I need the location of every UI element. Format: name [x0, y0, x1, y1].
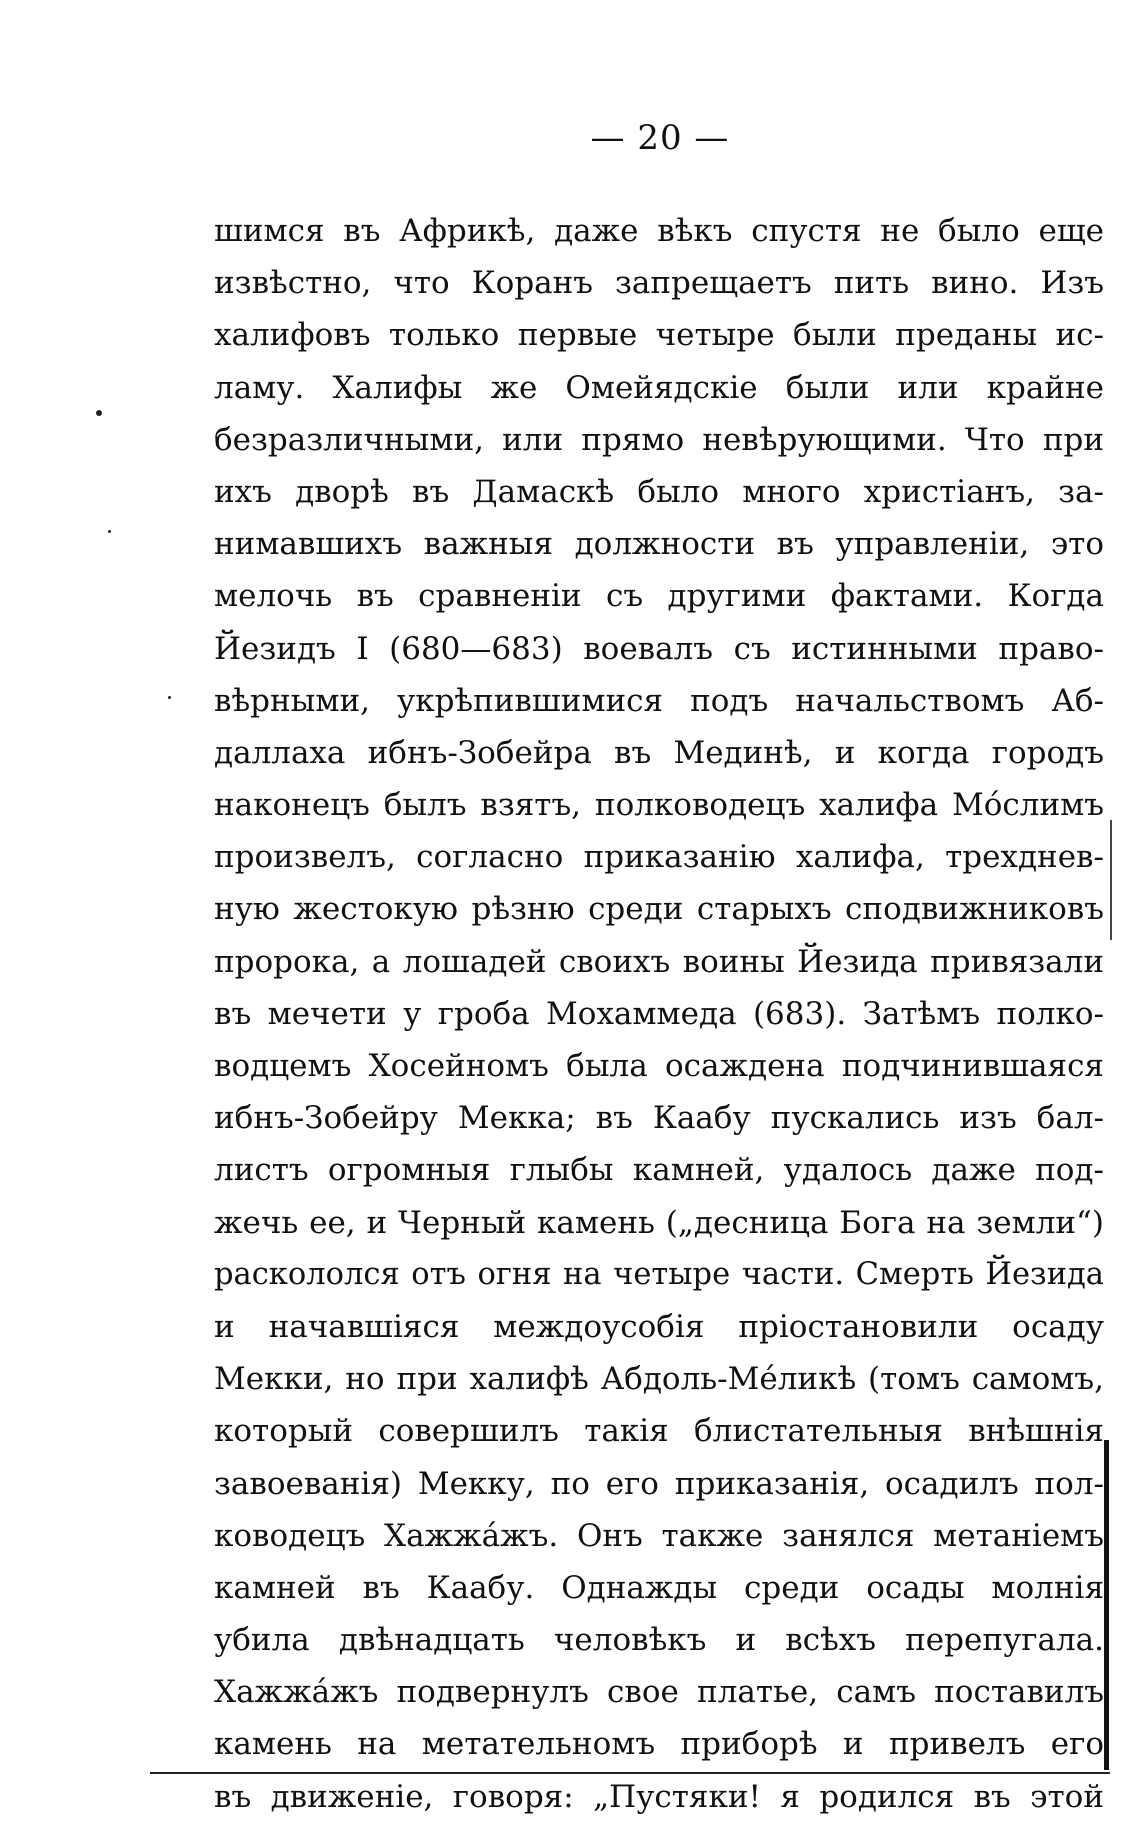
text-line: даллаха ибнъ-Зобейра въ Мединѣ, и когда городъ: [214, 734, 1104, 771]
text-line: мелочь въ сравненіи съ другими фактами. Когда: [214, 578, 1104, 615]
text-line: безразличными, или прямо невѣрующими. Что при: [214, 421, 1104, 458]
text-line: наконецъ былъ взятъ, полководецъ халифа Мóслимъ: [214, 787, 1104, 824]
text-line: Мекки, но при халифѣ Абдоль-Мéликѣ (томъ самомъ,: [214, 1361, 1104, 1398]
text-line: Хажжáжъ подвернулъ свое платье, самъ поставилъ: [214, 1674, 1104, 1711]
page-edge-shadow: [1110, 820, 1112, 940]
text-line: нимавшихъ важныя должности въ управленіи, это: [214, 526, 1104, 563]
scan-speck: [96, 410, 102, 416]
text-line: въ мечети у гроба Мохаммеда (683). Затѣмъ полко-: [214, 995, 1104, 1032]
text-line: извѣстно, что Коранъ запрещаетъ пить вино. Изъ: [214, 265, 1104, 302]
text-line: камней въ Каабу. Однажды среди осады молнія: [214, 1569, 1104, 1606]
text-line: ководецъ Хажжáжъ. Онъ также занялся метаніемъ: [214, 1517, 1104, 1554]
text-line: камень на метательномъ приборѣ и привелъ его: [214, 1726, 1104, 1763]
text-line: ламу. Халифы же Омейядскіе были или крайне: [214, 369, 1104, 406]
page-edge-shadow: [1104, 1440, 1109, 1770]
text-line: листъ огромныя глыбы камней, удалось даже под-: [214, 1152, 1104, 1189]
text-line: раскололся отъ огня на четыре части. Смерть Йезида: [214, 1256, 1104, 1292]
text-line: шимся въ Африкѣ, даже вѣкъ спустя не было еще: [214, 213, 1104, 249]
text-line: вѣрными, укрѣпившимися подъ начальствомъ Аб-: [214, 682, 1104, 719]
text-line: ибнъ-Зобейру Мекка; въ Каабу пускались изъ бал-: [214, 1100, 1104, 1137]
text-line: и начавшіяся междоусобія пріостановили осаду: [214, 1308, 1104, 1345]
text-line: который совершилъ такія блистательныя внѣшнія: [214, 1413, 1104, 1450]
page-number: — 20 —: [590, 118, 730, 158]
text-line: пророка, а лошадей своихъ воины Йезида привязали: [214, 943, 1104, 980]
scan-speck: [168, 696, 171, 699]
page-bottom-edge: [150, 1772, 1110, 1774]
text-line: халифовъ только первые четыре были преданы ис-: [214, 317, 1104, 354]
text-line: жечь ее, и Черный камень („десница Бога на земли“): [214, 1204, 1104, 1241]
text-line: ихъ дворѣ въ Дамаскѣ было много христіанъ, за-: [214, 473, 1104, 510]
body-text: [214, 205, 1104, 1823]
text-line: ную жестокую рѣзню среди старыхъ сподвижниковъ: [214, 891, 1104, 928]
text-line: въ движеніе, говоря: „Пустяки! я родился въ этой: [214, 1778, 1104, 1815]
scan-speck: [108, 530, 111, 533]
text-line: произвелъ, согласно приказанію халифа, трехднев-: [214, 839, 1104, 876]
text-line: завоеванія) Мекку, по его приказанія, осадилъ пол-: [214, 1465, 1104, 1502]
text-line: Йезидъ I (680—683) воевалъ съ истинными право-: [214, 630, 1104, 667]
text-line: водцемъ Хосейномъ была осаждена подчинившаяся: [214, 1048, 1104, 1084]
text-line: убила двѣнадцать человѣкъ и всѣхъ перепугала.: [214, 1622, 1104, 1659]
